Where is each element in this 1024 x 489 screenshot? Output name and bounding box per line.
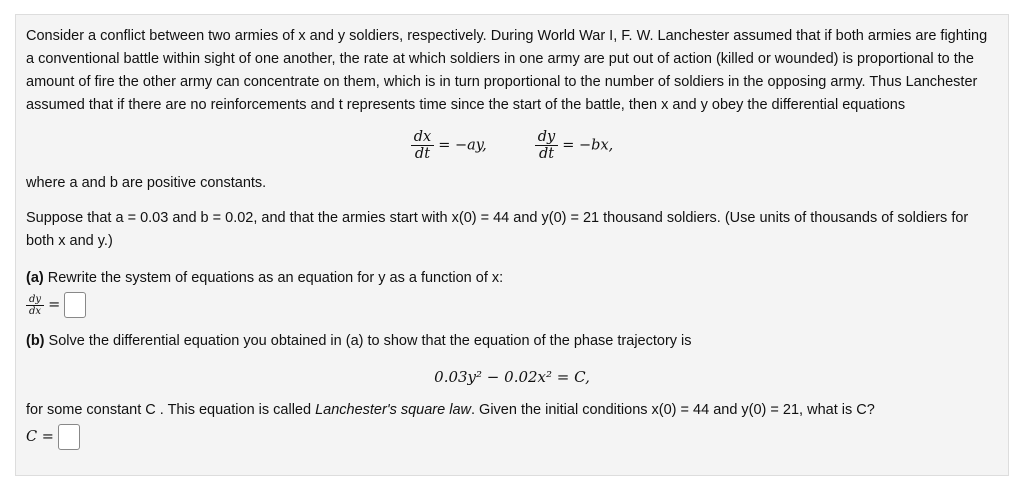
dx-dt-fraction: $\frac{dx}{dt}$ (411, 129, 434, 162)
intro-text: Consider a conflict between two armies of x and y soldiers, respectively. During World War I, F. W. Lanchester assumed that if both armies are fighting a conventional battle within sight of one another, the rate at which soldiers in one army are put out of action (killed or wounded) is proportional to the amount of fire the other army can concentrate on them, which is in turn proportional to the number of soldiers in the opposing army. Thus Lanchester assumed that if there are no reinforcements and t represents time since the start of the battle, then x and y obey the differential equations (26, 28, 988, 113)
part-b-answer-row: C = (26, 424, 998, 450)
eq1-rhs: = −ay, (438, 137, 487, 154)
answer-input-c[interactable] (58, 424, 80, 450)
law-text: for some constant C . This equation is called Lanchester's square law. Given the initial conditions x(0) = 44 and y(0) = 21, what is C? (26, 402, 875, 418)
part-a-text: (a) Rewrite the system of equations as an equation for y as a function of x: (26, 270, 504, 286)
suppose-text: Suppose that a = 0.03 and b = 0.02, and that the armies start with x(0) = 44 and y(0) = 21 thousand soldiers. (Use units of thousands of soldiers for both x and y.) (26, 210, 969, 249)
part-b-text: (b) Solve the differential equation you obtained in (a) to show that the equation of the phase trajectory is (26, 333, 692, 349)
part-a-answer-row: $\frac{dy}{dx}$ = (26, 292, 998, 318)
differential-equations (26, 129, 998, 162)
answer-input-a[interactable] (64, 292, 86, 318)
question-panel (15, 14, 1009, 476)
dy-dx-fraction: $\frac{dy}{dx}$ (26, 294, 44, 317)
constants-note: where a and b are positive constants. (26, 175, 267, 191)
dy-dt-fraction: $\frac{dy}{dt}$ (535, 129, 558, 162)
eq2-rhs: = −bx, (562, 137, 614, 154)
phase-equation: 0.03y² − 0.02x² = C, (434, 368, 590, 386)
